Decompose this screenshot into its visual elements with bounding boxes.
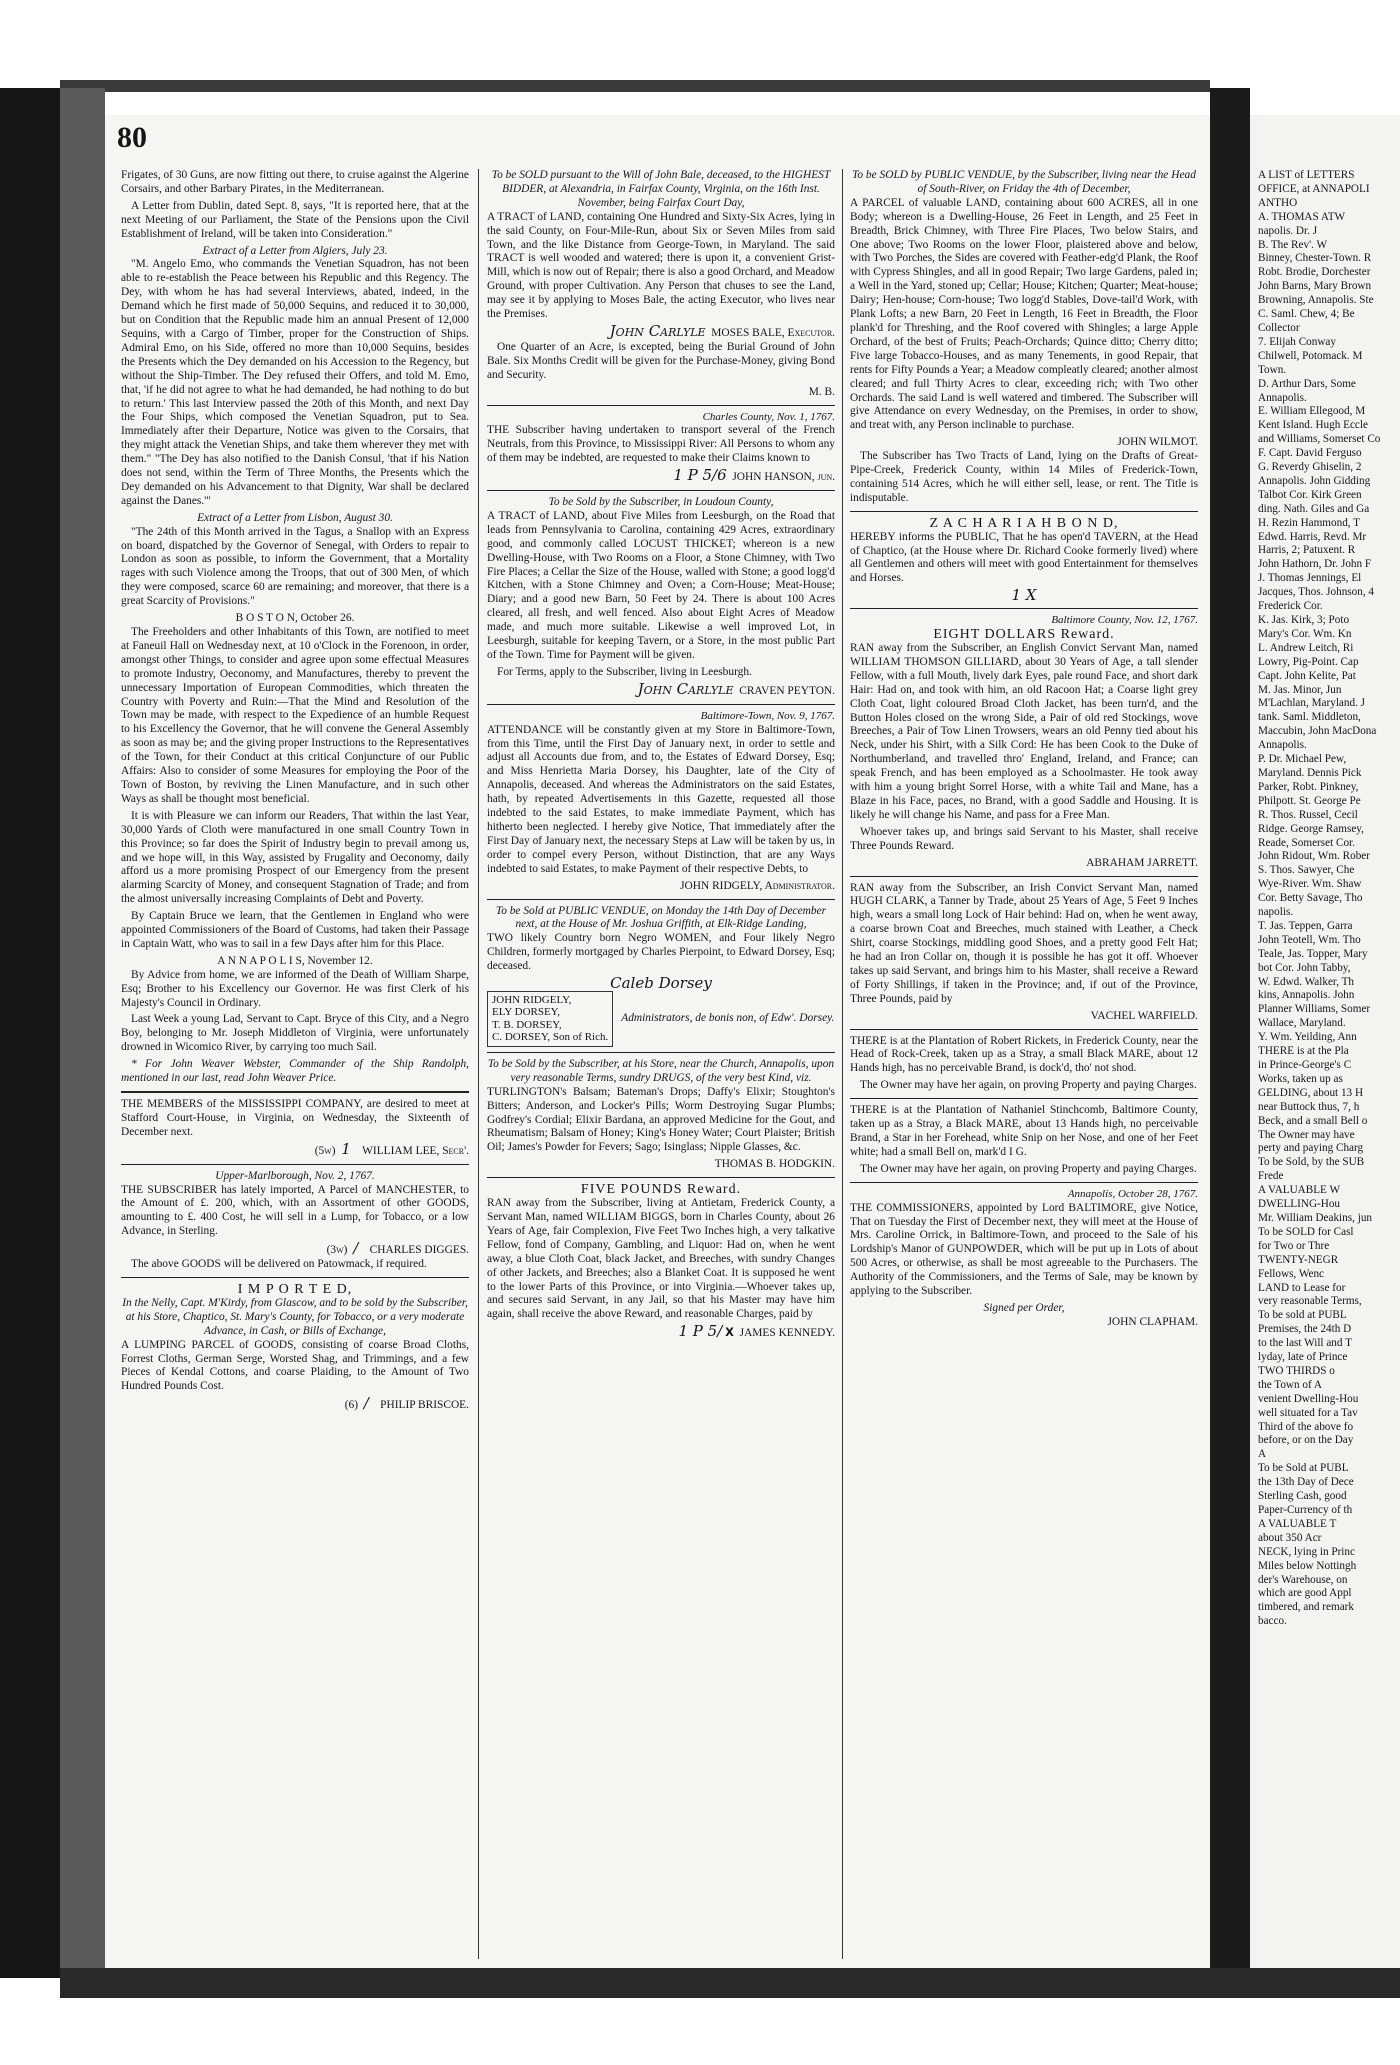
handwritten-name: Caleb Dorsey — [610, 974, 712, 993]
ad-heading: I M P O R T E D, — [237, 1281, 353, 1297]
administrator-name: T. B. DORSEY, — [492, 1018, 562, 1031]
adjacent-page-line: in Prince-George's C — [1258, 1059, 1352, 1071]
adjacent-page-line: lyday, late of Prince — [1258, 1351, 1348, 1364]
ad-signature-name: CRAVEN PEYTON. — [739, 684, 835, 697]
adjacent-page-line: Maryland. Dennis Pick — [1258, 766, 1362, 779]
adjacent-page-text — [1258, 169, 1400, 1629]
ad-rule — [121, 1164, 469, 1165]
adjacent-page-line: Wye-River. Wm. Shaw — [1258, 878, 1362, 891]
ad-text: A LUMPING PARCEL of GOODS, consisting of coarse Broad Cloths, Forrest Cloths, German Serge, Worsted Shag, and Trimmings, and a few Pieces of Kendal Cottons, and coarse Plaiding, to the Amount of Two Hundred Pounds Cost. — [121, 1338, 469, 1393]
adjacent-page-line: Collector — [1258, 321, 1300, 334]
ad-signature — [121, 1394, 469, 1413]
adjacent-page-line: kins, Annapolis. John — [1258, 989, 1355, 1002]
adjacent-page-line: OFFICE, at ANNAPOLI — [1258, 182, 1370, 195]
ad-note: The Owner may have her again, on proving Property and paying Charges. — [860, 1079, 1197, 1092]
ad-signature — [487, 679, 835, 699]
ad-rule — [850, 511, 1198, 512]
adjacent-page-line: Ridge. George Ramsey, — [1258, 822, 1364, 835]
adjacent-page-line: T. Jas. Teppen, Garra — [1258, 919, 1353, 932]
news-paragraph: "M. Angelo Emo, who commands the Venetian Squadron, has not been able to re-establish the Peace between his Republic and this Regency. The Dey, with whom he has had several Interviews, abated, indeed, in the Demand which he first made of 50,000 Sequins, and reduced it to 30,000, but on Condition that the Republic made him an annual Present of 12,000 Sequins, with a Cargo of Timber, proper for the Construction of Ships. Admiral Emo, on his Side, offered no more than 10,000 Sequins, besides the Presents which the Dey demanded on his Accession to the Regency, but without the Ship-Timber. The Dey refused their Offers, and told M. Emo, that, 'if he did not agree to what he had demanded, he had nothing to do but to return.' This last Interview passed the 20th of this Month, and next Day the Four Ships, which composed the Venetian Squadron, put to Sea. Immediately after their Departure, Notice was given to the Corsairs, that they might attack the Venetian Ships, and take them wherever they met with them." "The Dey has also notified to the Danish Consul, 'that if his Nation does not send, within the Term of Three Months, the Presents which the Dey demanded on his Advancement to that Dignity, War shall be declared against the Danes.'" — [121, 258, 469, 507]
ad-note: One Quarter of an Acre, is excepted, being the Burial Ground of John Bale. Six Months Credit will be given for the Purchase-Money, giving Bond and Security. — [487, 340, 835, 381]
ad-text: THE MEMBERS of the MISSISSIPPI COMPANY, are desired to meet at Stafford Court-House, in Virginia, on Wednesday, the Sixteenth of December next. — [121, 1098, 469, 1138]
adjacent-page-line: der's Warehouse, on — [1258, 1573, 1348, 1586]
adjacent-page-line: S. Thos. Sawyer, Che — [1258, 864, 1355, 877]
adjacent-page-line: the 13th Day of Dece — [1258, 1476, 1354, 1489]
ad-rule — [487, 1052, 835, 1053]
adjacent-page-line: H. Rezin Hammond, T — [1258, 516, 1361, 529]
advertisement-ridgely — [487, 710, 835, 894]
ad-note: For Terms, apply to the Subscriber, living in Leesburgh. — [497, 665, 752, 678]
news-paragraph: Last Week a young Lad, Servant to Capt. Bryce of this City, and a Negro Boy, belonging to Mr. Joseph Middleton of Virginia, were unfortunately drowned in Wicomico River, by carrying too much Sail. — [121, 1013, 469, 1054]
ad-rule — [850, 1029, 1198, 1030]
advertisement-peyton — [487, 496, 835, 699]
advertisement-stray-1 — [850, 1035, 1198, 1094]
adjacent-page-line: A LIST of LETTERS — [1258, 169, 1355, 181]
ad-signature — [487, 321, 835, 341]
adjacent-page-line: John Barns, Mary Brown — [1258, 280, 1372, 293]
administrator-name: C. DORSEY, Son of Rich. — [492, 1031, 609, 1044]
ad-text: THE Subscriber having undertaken to transport several of the French Neutrals, from this Province, to Mississippi River: All Persons to whom any of them may be indebted, are requested to make their Claims known to — [487, 424, 835, 465]
adjacent-page-line: W. Edwd. Walker, Th — [1258, 975, 1355, 988]
adjacent-page-line: L. Andrew Leitch, Ri — [1258, 641, 1354, 654]
adjacent-page-line: bacco. — [1258, 1615, 1287, 1628]
adjacent-page-line: D. Arthur Dars, Some — [1258, 377, 1356, 390]
adjacent-page-line: Frederick Cor. — [1258, 600, 1323, 613]
adjacent-page-line: ding. Nath. Giles and Ga — [1258, 502, 1370, 515]
advertisement-hanson — [487, 411, 835, 486]
adjacent-page-line: perty and paying Charg — [1258, 1142, 1364, 1155]
ad-rule — [850, 876, 1198, 877]
adjacent-page-line: Maccubin, John MacDona — [1258, 725, 1377, 738]
adjacent-page-line: Capt. John Kelite, Pat — [1258, 669, 1356, 682]
adjacent-page-line: Reade, Somerset Cor. — [1258, 836, 1355, 849]
scan-page-edge-top — [60, 80, 1210, 92]
ad-signature — [121, 1239, 469, 1258]
ad-signature — [487, 1322, 835, 1341]
ad-note: The Subscriber has Two Tracts of Land, lying on the Drafts of Great-Pipe-Creek, Frederick County, within 14 Miles of Frederick-Town, containing 514 Acres, which he will either sell, lease, or rent. The Title is indisputable. — [850, 450, 1198, 504]
adjacent-page-line: 7. Elijah Conway — [1258, 335, 1336, 348]
dateline-boston: B O S T O N, October 26. — [235, 612, 355, 625]
column-1 — [121, 169, 469, 1969]
administrator-name: JOHN RIDGELY, — [492, 993, 572, 1006]
adjacent-page-line: before, or on the Day — [1258, 1434, 1354, 1447]
adjacent-page-line: John Ridout, Wm. Rober — [1258, 850, 1370, 863]
handwritten-x-mark: X — [725, 1325, 734, 1340]
adjacent-page-line: Lowry, Pig-Point. Cap — [1258, 655, 1359, 668]
ad-rule — [487, 704, 835, 705]
ad-dateline: Upper-Marlborough, Nov. 2, 1767. — [215, 1169, 375, 1182]
advertisement-clapham — [850, 1188, 1198, 1330]
adjacent-page-line: Harris, 2; Patuxent. R — [1258, 544, 1356, 557]
adjacent-page-line: near Buttock thus, 7, h — [1258, 1100, 1360, 1113]
ad-text: THERE is at the Plantation of Robert Rickets, in Frederick County, near the Head of Rock-Creek, taken up as a Stray, a small Black MARE, about 12 Hands high, has no perceivable Brand, is dock'd, tho' not shod. — [850, 1034, 1198, 1075]
adjacent-page-line: The Owner may have — [1258, 1128, 1355, 1141]
column-rule — [478, 169, 479, 1959]
adjacent-page-line: John Hathorn, Dr. John F — [1258, 558, 1372, 571]
adjacent-page-line: Chilwell, Potomack. M — [1258, 349, 1363, 362]
adjacent-page-line: Browning, Annapolis. Ste — [1258, 294, 1374, 307]
ad-rule — [487, 1177, 835, 1178]
adjacent-page-line: venient Dwelling-Hou — [1258, 1392, 1359, 1405]
adjacent-page-line: Cor. Betty Savage, Tho — [1258, 892, 1363, 905]
adjacent-page-line: Mr. William Deakins, jun — [1258, 1211, 1373, 1224]
adjacent-page-line: B. The Rev'. W — [1258, 238, 1328, 251]
binding-shadow — [0, 88, 60, 1978]
ad-heading: Z A C H A R I A H B O N D, — [929, 515, 1119, 531]
adjacent-page-line: well situated for a Tav — [1258, 1406, 1358, 1419]
column-rule — [842, 169, 843, 1959]
adjacent-page-line: Jacques, Thos. Johnson, 4 — [1258, 586, 1375, 599]
ad-rule — [850, 1098, 1198, 1099]
adjacent-page — [1250, 115, 1400, 1970]
ad-signature — [487, 466, 835, 485]
adjacent-page-line: R. Thos. Russel, Cecil — [1258, 808, 1358, 821]
adjacent-page-line: Frede — [1258, 1170, 1284, 1183]
gutter-shadow — [1210, 88, 1250, 1978]
insertion-mark: (3w) — [326, 1244, 348, 1257]
adjacent-page-line: which are good Appl — [1258, 1587, 1352, 1600]
binding-edge — [60, 88, 105, 1978]
ad-text: A TRACT of LAND, about Five Miles from Leesburgh, on the Road that leads from Pennsylvania to Carolina, containing 429 Acres, extraordinary good, and commonly called LOCUST THICKET; whereon is a new Dwelling-House, with Two Rooms on a Floor, a Stone Chimney, with Two Fire Places; a Cellar the Size of the House, walled with Stone; a good logg'd Kitchen, with a Stone Chimney and Oven; a Corn-House; Meat-House; Diary; and a good new Barn, 50 Feet by 24. There is about 100 Acres cleared, all fresh, and well fenced. Also about Eight Acres of Meadow made, and much more suitable. Likewise a well improved Lot, in Leesburgh, suitable for keeping Tavern, or a Store, in the most public Part of the Town. Time for Payment will be given. — [487, 509, 835, 661]
ad-dateline: Baltimore County, Nov. 12, 1767. — [1051, 614, 1198, 627]
ad-text: RAN away from the Subscriber, an English Convict Servant Man, named WILLIAM THOMSON GILLIARD, about 30 Years of Age, a tall slender Fellow, with a full Mouth, lively dark Eyes, pale round Face, and short dark Hair: Had on, and took with him, an old Racoon Hat; a Coarse light grey Cloth Coat, light coloured Broad Cloth Jacket, has been turn'd, and the Button Holes closed on the wrong Side, a Pair of old red Stockings, wove Breeches, a Pair of Tow Linen Trowsers, wears an old Penny tied about his Neck, under his Shirt, with a Silk Cord: He has been Cook to the Duke of Northumberland, and travelled thro' England, Ireland, and France; can speak French, and has been employed as a Schoolmaster. He took away with him a young bright Sorrel Horse, with a white Tail and Mane, has a Blaze in his Face, paces, no Brand, with a good Saddle and Housing. It is likely he will change his Name, and pass for a Free Man. — [850, 642, 1198, 821]
adjacent-page-line: Annapolis. John Gidding — [1258, 474, 1371, 487]
ad-signature: JOHN RIDGELY, Administrator. — [680, 879, 835, 892]
advertisement-bale — [487, 169, 835, 400]
news-paragraph: By Captain Bruce we learn, that the Gentlemen in England who were appointed Commissioners of the Board of Customs, had taken their Passage in Captain Watt, who was to sail in a few Days after him for this Place. — [121, 910, 469, 950]
adjacent-page-line: P. Dr. Michael Pew, — [1258, 753, 1347, 766]
ad-signature-name: JOHN HANSON, jun. — [732, 471, 835, 484]
advertisement-hodgkin — [487, 1058, 835, 1172]
ad-signature: ABRAHAM JARRETT. — [1086, 856, 1198, 869]
ad-heading: To be SOLD by PUBLIC VENDUE, by the Subscriber, living near the Head of South-River, on Friday the 4th of December, — [852, 169, 1196, 195]
adjacent-page-line: Annapolis. — [1258, 391, 1307, 404]
adjacent-page-line: Edwd. Harris, Revd. Mr — [1258, 530, 1367, 543]
adjacent-page-line: Works, taken up as — [1258, 1072, 1343, 1085]
handwritten-tally: / — [353, 1239, 359, 1258]
adjacent-page-line: LAND to Lease for — [1258, 1281, 1346, 1294]
column-3 — [850, 169, 1198, 1969]
advertisement-stray-2 — [850, 1104, 1198, 1177]
adjacent-page-line: TWO THIRDS o — [1258, 1364, 1335, 1377]
adjacent-page-line: K. Jas. Kirk, 3; Poto — [1258, 614, 1350, 626]
adjacent-page-line: bot Cor. John Tabby, — [1258, 961, 1351, 974]
adjacent-page-line: Y. Wm. Yeilding, Ann — [1258, 1031, 1357, 1044]
insertion-mark: (5w) — [314, 1144, 336, 1157]
adjacent-page-line: Beck, and a small Bell o — [1258, 1114, 1368, 1127]
advertisement-vendue — [487, 905, 835, 1047]
ad-text: HEREBY informs the PUBLIC, That he has open'd TAVERN, at the Head of Chaptico, (at the House where Dr. Richard Cooke formerly lived) where all Gentlemen and others will meet with good Entertainment for themselves and Horses. — [850, 530, 1198, 585]
news-paragraph: Frigates, of 30 Guns, are now fitting out there, to cruise against the Algerine Corsairs, and other Barbary Pirates, in the Mediterranean. — [121, 169, 469, 195]
adjacent-page-line: A VALUABLE T — [1258, 1517, 1337, 1530]
ad-heading: To be Sold at PUBLIC VENDUE, on Monday the 14th Day of December next, at the House of Mr. Joshua Griffith, at Elk-Ridge Landing, — [495, 904, 827, 931]
ad-text: THERE is at the Plantation of Nathaniel Stinchcomb, Baltimore County, taken up as a Stray, a Black MARE, about 13 Hands high, no perceivable Brand, a Star in her Forehead, white Snip on her Nose, and one of her Feet white; had a small Bell on, mark'd I G. — [850, 1104, 1198, 1158]
adjacent-page-line: To be Sold, by the SUB — [1258, 1156, 1365, 1169]
adjacent-page-line: Annapolis. — [1258, 739, 1307, 752]
adjacent-page-line: NECK, lying in Princ — [1258, 1545, 1355, 1558]
adjacent-page-line: Philpott. St. George Pe — [1258, 794, 1361, 807]
ad-signature-name: MOSES BALE, Executor. — [711, 326, 835, 339]
ad-signature: VACHEL WARFIELD. — [1090, 1009, 1198, 1022]
adjacent-page-line: Mary's Cor. Wm. Kn — [1258, 627, 1352, 640]
insertion-mark: (6) — [344, 1399, 359, 1412]
adjacent-page-line: very reasonable Terms, — [1258, 1295, 1362, 1308]
adjacent-page-line: Talbot Cor. Kirk Green — [1258, 488, 1362, 501]
news-paragraph: By Advice from home, we are informed of the Death of William Sharpe, Esq; Brother to his Excellency our Governor. He was first Clerk of his Majesty's Council in Ordinary. — [121, 968, 469, 1009]
ad-heading: To be Sold by the Subscriber, at his Store, near the Church, Annapolis, upon very reasonable Terms, sundry DRUGS, of the very best Kind, viz. — [487, 1057, 835, 1084]
ad-rule — [121, 1277, 469, 1278]
ad-text: RAN away from the Subscriber, living at Antietam, Frederick County, a Servant Man, named WILLIAM BIGGS, born in Charles County, about 26 Years of Age, fair Complexion, Five Feet Two Inches high, a very talkative Fellow, fond of Company, Gambling, and Liquor: Had on, when he went away, a blue Cloth Coat, black Jacket, and Breeches, with sundry Changes of other Jackets, and Breeches; also a Blanket Coat. It is supposed he went to the lower Parts of this Province, or into Virginia.—Whoever takes up, and secures said Servant, in any Jail, so that his Master may have him again, shall receive the above Reward, and reasonable Charges, paid by — [487, 1197, 835, 1321]
ad-signature — [121, 1139, 469, 1159]
ad-rule — [487, 899, 835, 900]
advertisement-mississippi — [121, 1098, 469, 1159]
advertisement-warfield — [850, 882, 1198, 1024]
adjacent-page-line: Planner Williams, Somer — [1258, 1003, 1371, 1016]
adjacent-page-line: Kent Island. Hugh Eccle — [1258, 419, 1368, 432]
adjacent-page-line: John Teotell, Wm. Tho — [1258, 933, 1361, 946]
erratum-note: * For John Weaver Webster, Commander of the Ship Randolph, mentioned in our last, read John Weaver Price. — [121, 1058, 469, 1085]
adjacent-page-line: timbered, and remark — [1258, 1601, 1354, 1614]
ad-text: THE COMMISSIONERS, appointed by Lord BALTIMORE, give Notice, That on Tuesday the First of December next, they will meet at the House of Mrs. Caroline Orrick, in Baltimore-Town, and proceed to the Sale of his Lordship's Manor of GUNPOWDER, which will be put up in Lots of about 500 Acres, or otherwise, as shall be most agreeable to the Purchasers. The Authority of the Commissioners, and the Terms of Sale, may be known by applying to the Subscriber. — [850, 1201, 1198, 1298]
newspaper-page — [105, 115, 1210, 1970]
section-rule — [121, 1091, 469, 1093]
adjacent-page-line: Third of the above fo — [1258, 1420, 1354, 1433]
ad-dateline: Baltimore-Town, Nov. 9, 1767. — [700, 709, 835, 722]
adjacent-page-line: Miles below Nottingh — [1258, 1559, 1357, 1572]
ad-text: TWO likely Country born Negro WOMEN, and Four likely Negro Children, formerly mortgaged by Charles Pierpoint, to Edward Dorsey, Esq; deceased. — [487, 932, 835, 973]
adjacent-page-line: napolis. — [1258, 906, 1294, 919]
ad-signature: JOHN WILMOT. — [1117, 436, 1198, 449]
news-paragraph: A Letter from Dublin, dated Sept. 8, says, "It is reported here, that at the next Meeting of our Parliament, the State of the Pensions upon the Civil Establishment of Ireland, will be taken into Consideration." — [121, 199, 469, 240]
adjacent-page-line: ANTHO — [1258, 196, 1298, 209]
ad-signed-line: Signed per Order, — [983, 1301, 1065, 1314]
administrator-name: ELY DORSEY, — [492, 1006, 560, 1019]
ad-heading: To be Sold by the Subscriber, in Loudoun County, — [548, 496, 774, 509]
adjacent-page-line: Sterling Cash, good — [1258, 1490, 1347, 1503]
dateline-annapolis: A N N A P O L I S, November 12. — [217, 954, 373, 967]
ad-signature-name: PHILIP BRISCOE. — [380, 1399, 469, 1412]
adjacent-page-line: To be sold at PUBL — [1258, 1309, 1347, 1322]
adjacent-page-line: To be Sold at PUBL — [1258, 1462, 1349, 1475]
ad-note: Whoever takes up, and brings said Servant to his Master, shall receive Three Pounds Reward. — [850, 825, 1198, 852]
handwritten-tally: 1 — [341, 1139, 351, 1158]
ad-text: THE SUBSCRIBER has lately imported, A Parcel of MANCHESTER, to the Amount of £. 200, which, with an Assortment of other GOODS, amounting to £. 400 Cost, he will sell in a Lump, for Tobacco, or a low Advance, in Sterling. — [121, 1183, 469, 1238]
scan-top-margin — [0, 0, 1400, 88]
extract-heading: Extract of a Letter from Lisbon, August 30. — [197, 511, 393, 524]
handwritten-tally: 1 P 5/6 — [673, 466, 727, 485]
column-2 — [487, 169, 835, 1969]
adjacent-page-line: M'Lachlan, Maryland. J — [1258, 697, 1366, 710]
ad-text: A TRACT of LAND, containing One Hundred and Sixty-Six Acres, lying in the said County, on Four-Mile-Run, about Six or Seven Miles from said Town, and the like Distance from George-Town, in Maryland. The said TRACT is well wooded and watered; there is upon it, a convenient Grist-Mill, which is now out of Repair; there is also a good Orchard, and Meadow Ground, with proper Cultivation. Any Person that chuses to see the Land, may see it by applying to Moses Bale, the acting Executor, who lives near the Premises. — [487, 210, 835, 321]
news-paragraph: "The 24th of this Month arrived in the Tagus, a Snallop with an Express on board, dispatched by the Governor of Senegal, with Orders to repair to London as soon as possible, to inform the Government, that a Mortality rages with such Violence among the Troops, that out of 300 Men, of which they were composed, scarce 60 are remaining; and moreover, that there is a great Scarcity of Provisions." — [121, 525, 469, 608]
adjacent-page-line: about 350 Acr — [1258, 1531, 1322, 1544]
page-number: 80 — [117, 121, 147, 154]
adjacent-page-line: THERE is at the Pla — [1258, 1045, 1349, 1058]
ad-initials: M. B. — [808, 385, 835, 398]
adjacent-page-line: A — [1258, 1448, 1267, 1461]
adjacent-page-line: Town. — [1258, 363, 1287, 376]
scan-page-edge-bottom — [60, 1968, 1400, 1998]
handwritten-tally: / — [363, 1394, 369, 1413]
advertisement-kennedy — [487, 1183, 835, 1341]
adjacent-page-line: To be SOLD for Casl — [1258, 1225, 1354, 1238]
ad-text: ATTENDANCE will be constantly given at my Store in Baltimore-Town, from this Time, until the First Day of January next, in order to settle and adjust all Accounts due from, and to, the Estates of Edward Dorsey, Esq; and Miss Henrietta Maria Dorsey, his Daughter, late of the City of Annapolis, deceased. And whereas the Administrators on the said Estates, hath, by repeated Advertisements in this Gazette, requested all those indebted to the said Estates, to make immediate Payment, which has hitherto been neglected. I hereby give Notice, That immediately after the First Day of January next, the necessary Steps at Law will be taken by us, in order to compel every Person, without Distinction, that are any Ways indebted to said Estates, to make Payment of their respective Debts, to — [487, 723, 835, 875]
adjacent-page-line: C. Saml. Chew, 4; Be — [1258, 308, 1355, 321]
adjacent-page-line: to the last Will and T — [1258, 1337, 1352, 1350]
ad-signature: THOMAS B. HODGKIN. — [714, 1158, 835, 1171]
adjacent-page-line: Paper-Currency of th — [1258, 1504, 1353, 1516]
advertisement-jarrett — [850, 614, 1198, 870]
adjacent-page-line: and Williams, Somerset Co — [1258, 433, 1381, 446]
adjacent-page-line: E. William Ellegood, M — [1258, 405, 1366, 418]
adjacent-page-line: DWELLING-Hou — [1258, 1198, 1341, 1211]
adjacent-page-line: TWENTY-NEGR — [1258, 1253, 1339, 1266]
administrators-block — [487, 991, 835, 1047]
handwritten-name: John Carlyle — [609, 321, 706, 340]
ad-signature-name: CHARLES DIGGES. — [369, 1244, 469, 1257]
advertisement-briscoe — [121, 1283, 469, 1413]
adjacent-page-line: A VALUABLE W — [1258, 1184, 1341, 1197]
administrator-names — [487, 991, 613, 1047]
adjacent-page-line: Fellows, Wenc — [1258, 1267, 1325, 1280]
ad-signature: JOHN CLAPHAM. — [1107, 1315, 1198, 1328]
ad-rule — [850, 608, 1198, 609]
handwritten-name: John Carlyle — [637, 679, 734, 698]
adjacent-page-line: Binney, Chester-Town. R — [1258, 252, 1372, 265]
ad-heading: To be SOLD pursuant to the Will of John Bale, deceased, to the HIGHEST BIDDER, at Alexandria, in Fairfax County, Virginia, on the 16th Inst. November, being Fairfax Court Day, — [491, 169, 831, 209]
adjacent-page-line: Wallace, Maryland. — [1258, 1017, 1346, 1030]
ad-text: RAN away from the Subscriber, an Irish Convict Servant Man, named HUGH CLARK, a Tanner by Trade, about 25 Years of Age, 5 Feet 9 Inches high, wears a small long Lock of Hair behind: Had on, when he went away, a coarse brown Coat and Breeches, much stained with Leather, a Check Shirt, coarse Stockings, middling good Shoes, and a pretty good Felt Hat; he had an Iron Collar on, though it is possible he has got it off. Whoever takes up said Servant, and brings him to his Master, shall receive a Reward of Forty Shillings, if taken in the Province; and, if out of the Province, Three Pounds, paid by — [850, 881, 1198, 1005]
adjacent-page-line: A. THOMAS ATW — [1258, 210, 1346, 223]
ad-heading: EIGHT DOLLARS Reward. — [933, 627, 1115, 643]
advertisement-wilmot — [850, 169, 1198, 506]
ad-dateline: Annapolis, October 28, 1767. — [1067, 1187, 1198, 1200]
ad-heading: FIVE POUNDS Reward. — [580, 1182, 742, 1198]
ad-dateline: Charles County, Nov. 1, 1767. — [702, 410, 835, 423]
ad-signature-name: WILLIAM LEE, Secr'. — [362, 1144, 469, 1157]
adjacent-page-line: Teale, Jas. Topper, Mary — [1258, 947, 1368, 960]
adjacent-page-line: M. Jas. Minor, Jun — [1258, 683, 1342, 696]
advertisement-digges — [121, 1170, 469, 1272]
handwritten-tally: 1 X — [1011, 586, 1037, 605]
adjacent-page-line: G. Reverdy Ghiselin, 2 — [1258, 461, 1362, 474]
ad-signature-name: JAMES KENNEDY. — [739, 1327, 835, 1340]
adjacent-page-line: tank. Saml. Middleton, — [1258, 711, 1361, 724]
ad-rule — [487, 405, 835, 406]
ad-rule — [487, 490, 835, 491]
adjacent-page-line: Robt. Brodie, Dorchester — [1258, 266, 1371, 279]
adjacent-page-line: GELDING, about 13 H — [1258, 1086, 1364, 1099]
administrator-role: Administrators, de bonis non, of Edw'. Dorsey. — [621, 1011, 835, 1024]
ad-subheading: In the Nelly, Capt. M'Kirdy, from Glascow, and to be sold by the Subscriber, at his Store, Chaptico, St. Mary's County, for Tobacco, or a very moderate Advance, in Cash, or Bills of Exchange, — [122, 1296, 468, 1337]
ad-note: The above GOODS will be delivered on Patowmack, if required. — [131, 1258, 427, 1271]
advertisement-bond — [850, 517, 1198, 603]
adjacent-page-line: Premises, the 24th D — [1258, 1323, 1352, 1336]
news-paragraph: The Freeholders and other Inhabitants of this Town, are notified to meet at Faneuil Hall on Wednesday next, at 10 o'Clock in the Forenoon, in order, amongst other Things, to consider and agree upon some effectual Measures to promote Industry, Oeconomy, and Manufactures, thereby to prevent the unnecessary Importation of European Commodities, which threaten the Country with Poverty and Ruin:—That the Mind and Resolution of the Town may be made, with respect to the Expedience of an humble Request to his Excellency the Governor, that he will convene the General Assembly as soon as may be; and the giving proper Instructions to the Representatives of the Town, for their Conduct at this critical Conjuncture of our Public Affairs: Also to consider of some Measures for employing the Poor of the Town of Boston, by reviving the Linen Manufacture, and in such other Ways as shall be thought most beneficial. — [121, 626, 469, 805]
ad-text: TURLINGTON's Balsam; Bateman's Drops; Daffy's Elixir; Stoughton's Bitters; Anderson, and Locker's Pills; Worm Destroying Sugar Plumbs; Godfrey's Cordial; Elixir Bardana, an approved Medicine for the Gout, and Rheumatism; Balsam of Honey; King's Honey Water; Court Plaister; British Oil; James's Powder for Fevers; Sago; Isinglass; Nipple Glasses, &c. — [487, 1085, 835, 1154]
adjacent-page-line: J. Thomas Jennings, El — [1258, 572, 1362, 585]
adjacent-page-line: Parker, Robt. Pinkney, — [1258, 780, 1359, 793]
ad-text: A PARCEL of valuable LAND, containing about 600 ACRES, all in one Body; whereon is a Dwelling-House, 26 Feet in Length, and 25 Feet in Breadth, Brick Chimney, with Three Fire Places, Two below Stairs, and One above; Two Rooms on the lower Floor, plaistered above and below, with Two Porches, the Sides are covered with Feather-edg'd Plank, the Roof with Cypress Shingles, and all in good Repair; Two large Gardens, paled in; a Well in the Yard, stoned up; Cellar; House; Kitchen; Quarter; Meat-house; Dairy; Hen-house; Corn-house; Two logg'd Stables, Dove-tail'd Work, with Plank Lofts; a new Barn, 20 Feet in Length, 16 Feet in Breadth, the Floor plank'd for Threshing, and the Roof covered with Shingles; a large Apple Orchard, of the best of Fruits; Peach-Orchards; Quince ditto; Cherry ditto; Five large Tobacco-Houses, and as many Tenements, in good Repair, that rents for Fifty Pounds a Year; a Meadow compleatly cleared; another almost cleared; and full Thirty Acres to clear, exceeding rich; with Two other Orchards. The said Land is well watered and timbered. The Subscriber will give Attendance on every Wednesday, on the Premises, in order to show, and treat with, any Person inclinable to purchase. — [850, 196, 1198, 432]
handwritten-tally: 1 P 5/ — [678, 1322, 723, 1341]
adjacent-page-line: the Town of A — [1258, 1378, 1322, 1391]
adjacent-page-line: for Two or Thre — [1258, 1239, 1330, 1252]
ad-note: The Owner may have her again, on proving Property and paying Charges. — [860, 1162, 1197, 1175]
adjacent-page-line: napolis. Dr. J — [1258, 224, 1318, 237]
news-paragraph: It is with Pleasure we can inform our Readers, That within the last Year, 30,000 Yards of Cloth were manufactured in one small Country Town in this Province; so far does the Spirit of Industry begin to prevail among us, and we hope will, in this Way, assisted by Frugality and Oeconomy, daily afford us a more promising Prospect of our Emergency from the present alarming Scarcity of Money, and consequent Stagnation of Trade; and from the almost universally increasing Complaints of Debt and Poverty. — [121, 809, 469, 906]
adjacent-page-line: F. Capt. David Ferguso — [1258, 447, 1362, 460]
ad-rule — [850, 1182, 1198, 1183]
extract-heading: Extract of a Letter from Algiers, July 23. — [202, 244, 388, 257]
